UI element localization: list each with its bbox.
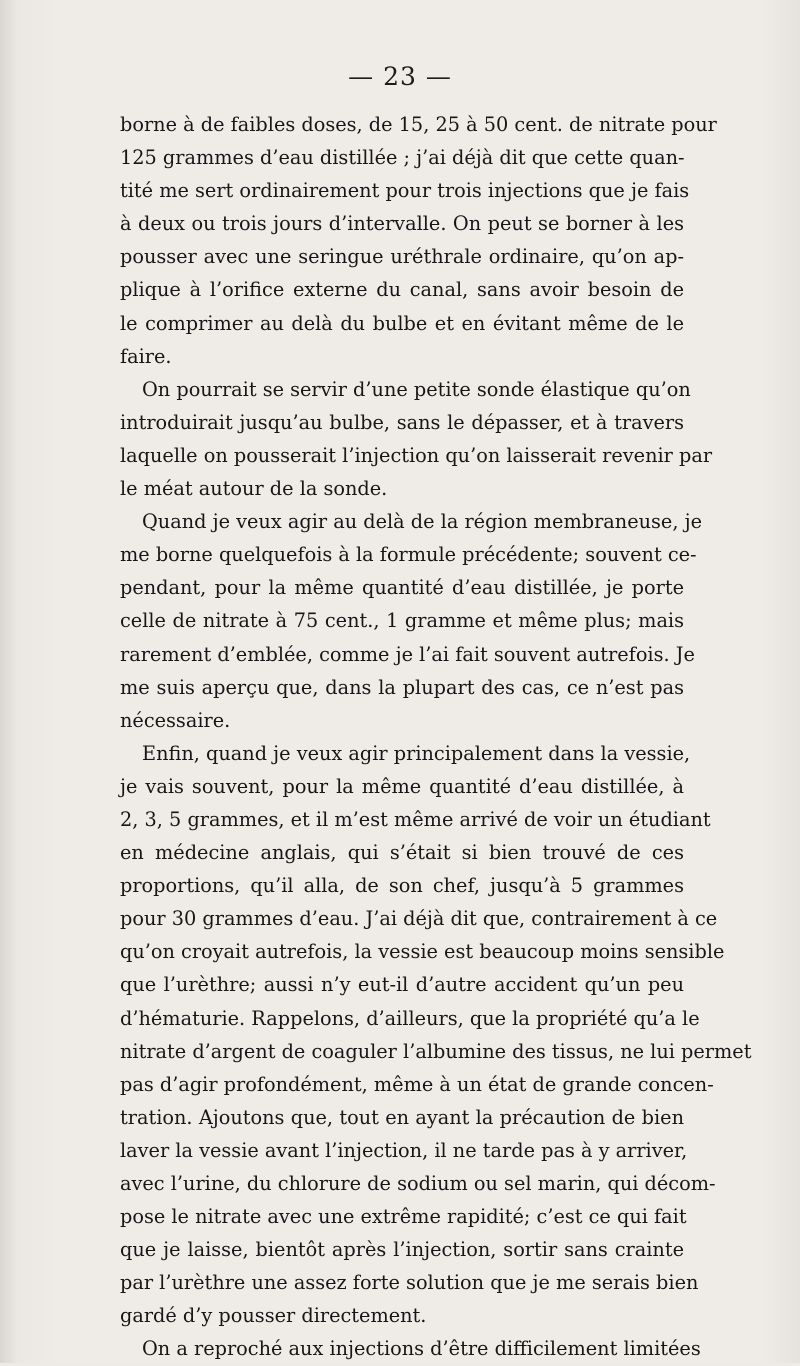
text-line: celle de nitrate à 75 cent., 1 gramme et même plus; mais — [120, 609, 684, 633]
text-line: tration. Ajoutons que, tout en ayant la précaution de bien — [120, 1105, 684, 1129]
text-line: je vais souvent, pour la même quantité d’eau distillée, à — [120, 774, 684, 798]
text-line: gardé d’y pousser directement. — [120, 1304, 427, 1328]
text-line: avec l’urine, du chlorure de sodium ou sel marin, qui décom- — [120, 1172, 716, 1195]
text-line: On a reproché aux injections d’être difficilement limitées — [142, 1337, 701, 1361]
text-line: à deux ou trois jours d’intervalle. On peut se borner à les — [120, 212, 684, 236]
paragraph — [120, 1332, 701, 1365]
text-line: d’hématurie. Rappelons, d’ailleurs, que la propriété qu’a le — [120, 1006, 700, 1030]
text-line: proportions, qu’il alla, de son chef, jusqu’à 5 grammes — [120, 874, 684, 898]
text-line: le comprimer au delà du bulbe et en évitant même de le — [120, 311, 684, 335]
text-line: que l’urèthre; aussi n’y eut-il d’autre accident qu’un peu — [120, 973, 684, 997]
text-line: borne à de faibles doses, de 15, 25 à 50 cent. de nitrate pour — [120, 113, 717, 136]
text-line: qu’on croyait autrefois, la vessie est beaucoup moins sensible — [120, 940, 725, 964]
text-line: me suis aperçu que, dans la plupart des cas, ce n’est pas — [120, 675, 684, 699]
text-line: On pourrait se servir d’une petite sonde élastique qu’on — [142, 377, 691, 401]
text-line: laver la vessie avant l’injection, il ne tarde pas à y arriver, — [120, 1138, 688, 1162]
text-line: que je laisse, bientôt après l’injection, sortir sans crainte — [120, 1238, 684, 1262]
page-number: — 23 — — [348, 62, 452, 91]
text-line: par l’urèthre une assez forte solution que je me serais bien — [120, 1271, 699, 1295]
text-line: le méat autour de la sonde. — [120, 477, 388, 501]
text-line: pour 30 grammes d’eau. J’ai déjà dit que, contrairement à ce — [120, 907, 718, 931]
paragraph — [120, 108, 717, 373]
paragraph — [120, 373, 713, 505]
text-line: Quand je veux agir au delà de la région membraneuse, je — [142, 510, 702, 534]
text-line: nécessaire. — [120, 708, 231, 732]
text-line: rarement d’emblée, comme je l’ai fait souvent autrefois. Je — [120, 642, 695, 666]
text-line: pose le nitrate avec une extrême rapidité; c’est ce qui fait — [120, 1205, 687, 1229]
text-line: me borne quelquefois à la formule précédente; souvent ce- — [120, 543, 697, 567]
paragraph — [120, 737, 752, 1333]
text-line: laquelle on pousserait l’injection qu’on laisserait revenir par — [120, 443, 713, 467]
paragraph — [120, 505, 702, 737]
text-line: nitrate d’argent de coaguler l’albumine des tissus, ne lui permet — [120, 1039, 752, 1063]
text-line: faire. — [120, 344, 172, 368]
text-line: en médecine anglais, qui s’était si bien trouvé de ces — [120, 841, 684, 865]
text-line: introduirait jusqu’au bulbe, sans le dépasser, et à travers — [120, 410, 684, 434]
text-line: tité me sert ordinairement pour trois injections que je fais — [120, 179, 690, 203]
text-line: 125 grammes d’eau distillée ; j’ai déjà dit que cette quan- — [120, 146, 685, 170]
text-line: Enfin, quand je veux agir principalement dans la vessie, — [142, 741, 691, 765]
text-line: pendant, pour la même quantité d’eau distillée, je porte — [120, 576, 684, 600]
text-line: pousser avec une seringue uréthrale ordinaire, qu’on ap- — [120, 245, 684, 269]
text-line: 2, 3, 5 grammes, et il m’est même arrivé de voir un étudiant — [120, 807, 711, 831]
text-line: pas d’agir profondément, même à un état de grande concen- — [120, 1072, 714, 1096]
text-line: plique à l’orifice externe du canal, sans avoir besoin de — [120, 278, 684, 302]
body-text — [120, 108, 752, 1366]
